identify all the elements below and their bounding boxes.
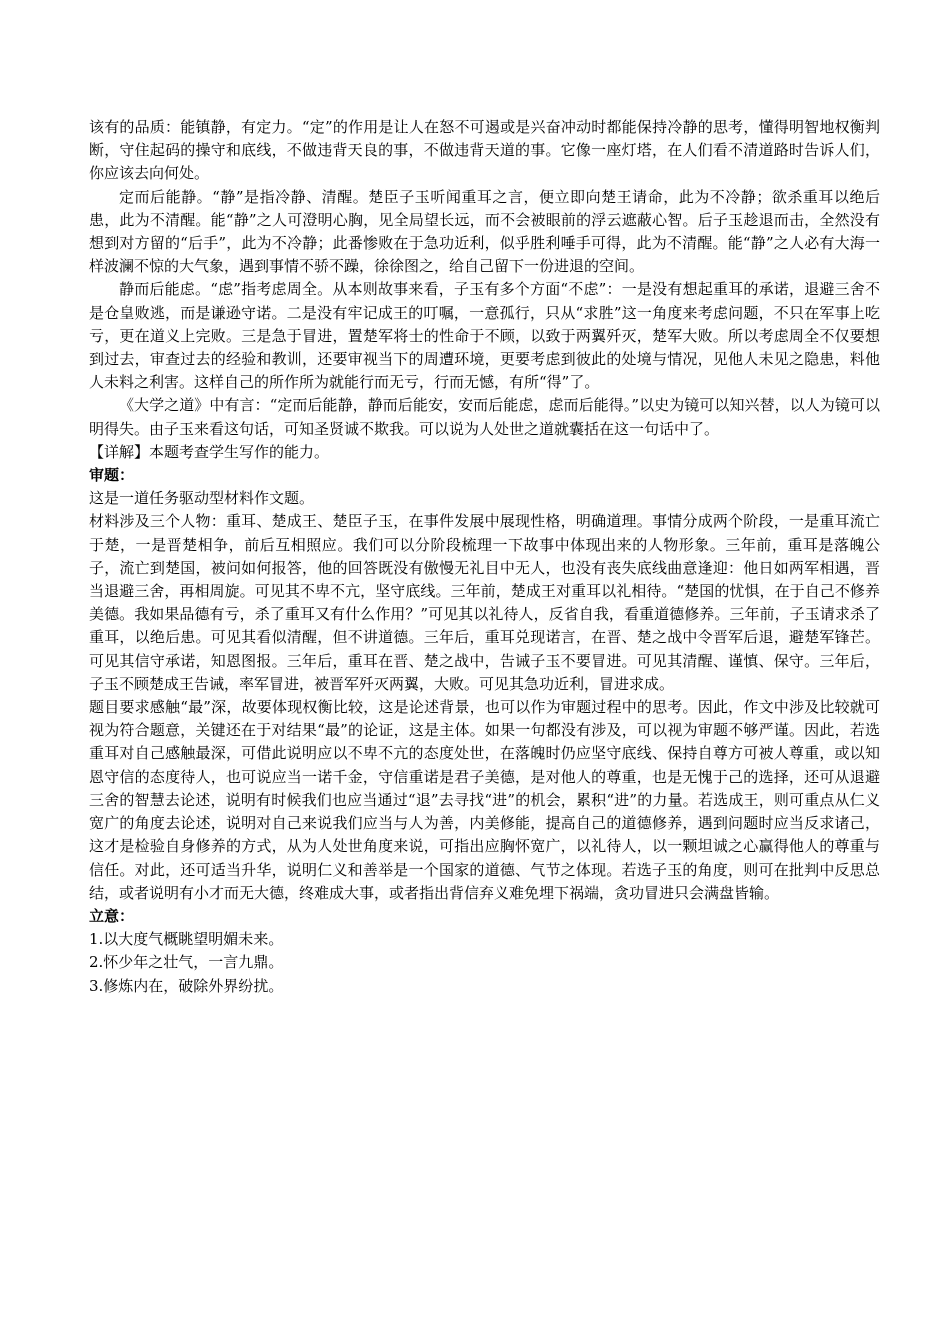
paragraph-requirement-analysis: 题目要求感触“最”深，故要体现权衡比较，这是论述背景，也可以作为审题过程中的思考。因此，作文中涉及比较就可视为符合题意，关键还在于对结果“最”的论证，这是主体。如果一句都没有涉及，可以视为审题不够严谨。因此，若选重耳对自己感触最深，可借此说明应以不卑不亢的态度处世，在落魄时仍应坚守底线、保持自尊方可被人尊重，或以知恩守信的态度待人，也可说应当一诺千金，守信重诺是君子美德，是对他人的尊重，也是无愧于己的选择，还可从退避三舍的智慧去论述，说明有时候我们也应当通过“退”去寻找“进”的机会，累积“进”的力量。若选成王，则可重点从仁义宽广的角度去论述，说明对自己来说我们应当与人为善，内美修能，提高自己的道德修养，遇到问题时应当反求诸己，这才是检验自身修养的方式，从为人处世角度来说，可指出应胸怀宽广，以礼待人，以一颗坦诚之心赢得他人的尊重与信任。对此，还可适当升华，说明仁义和善举是一个国家的道德、气节之体现。若选子玉的角度，则可在批判中反思总结，或者说明有小才而无大德，终难成大事，或者指出背信弃义难免埋下祸端，贪功冒进只会满盘皆输。: [89, 698, 880, 902]
paragraph-dingli: 该有的品质：能镇静，有定力。“定”的作用是让人在怒不可遏或是兴奋冲动时都能保持冷静的思考，懂得明智地权衡判断，守住起码的操守和底线，不做违背天良的事，不做违背天道的事。它像一座灯塔，在人们看不清道路时告诉人们，你应该去向何处。: [89, 118, 880, 183]
section-heading-shenti: 审题：: [89, 466, 135, 485]
thesis-item-3: 3.修炼内在，破除外界纷扰。: [89, 976, 284, 995]
section-heading-liyi: 立意：: [89, 906, 135, 925]
thesis-item-1: 1.以大度气概眺望明媚未来。: [89, 930, 284, 949]
paragraph-task-type: 这是一道任务驱动型材料作文题。: [89, 489, 315, 508]
detail-heading: 【详解】本题考查学生写作的能力。: [89, 442, 330, 461]
paragraph-jing-er-hou-neng-lv: 静而后能虑。“虑”指考虑周全。从本则故事来看，子玉有多个方面“不虑”：一是没有想起重耳的承诺，退避三舍不是仓皇败逃，而是谦逊守诺。二是没有牢记成王的叮嘱，一意孤行，只从“求胜”这一角度来考虑问题，不只在军事上吃亏，更在道义上完败。三是急于冒进，置楚军将士的性命于不顾，以致于两翼歼灭，楚军大败。所以考虑周全不仅要想到过去，审查过去的经验和教训，还要审视当下的周遭环境，更要考虑到彼此的处境与情况，见他人未见之隐患，料他人未料之利害。这样自己的所作所为就能行而无亏，行而无憾，有所“得”了。: [89, 280, 880, 392]
thesis-item-2: 2.怀少年之壮气，一言九鼎。: [89, 953, 284, 972]
paragraph-ding-er-hou-neng-jing: 定而后能静。“静”是指冷静、清醒。楚臣子玉听闻重耳之言，便立即向楚王请命，此为不冷静；欲杀重耳以绝后患，此为不清醒。能“静”之人可澄明心胸，见全局望长远，而不会被眼前的浮云遮蔽心智。后子玉趁退而击，全然没有想到对方留的“后手”，此为不冷静；此番惨败在于急功近利，似乎胜利唾手可得，此为不清醒。能“静”之人必有大海一样波澜不惊的大气象，遇到事情不骄不躁，徐徐图之，给自己留下一份进退的空间。: [89, 187, 880, 276]
paragraph-daxue-quote: 《大学之道》中有言：“定而后能静，静而后能安，安而后能虑，虑而后能得。”以史为镜可以知兴替，以人为镜可以明得失。由子玉来看这句话，可知圣贤诚不欺我。可以说为人处世之道就囊括在这一句话中了。: [89, 396, 880, 438]
paragraph-material-analysis: 材料涉及三个人物：重耳、楚成王、楚臣子玉，在事件发展中展现性格，明确道理。事情分成两个阶段，一是重耳流亡于楚，一是晋楚相争，前后互相照应。我们可以分阶段梳理一下故事中体现出来的人物形象。三年前，重耳是落魄公子，流亡到楚国，被问如何报答，他的回答既没有傲慢无礼目中无人，也没有丧失底线曲意逢迎：他日如两军相遇，晋当退避三舍，再相周旋。可见其不卑不亢，坚守底线。三年前，楚成王对重耳以礼相待。“楚国的忧惧，在于自己不修养美德。我如果品德有亏，杀了重耳又有什么作用？”可见其以礼待人，反省自我，看重道德修养。三年前，子玉请求杀了重耳，以绝后患。可见其看似清醒，但不讲道德。三年后，重耳兑现诺言，在晋、楚之战中令晋军后退，避楚军锋芒。可见其信守承诺，知恩图报。三年后，重耳在晋、楚之战中，告诫子玉不要冒进。可见其清醒、谨慎、保守。三年后，子玉不顾楚成王告诫，率军冒进，被晋军歼灭两翼，大败。可见其急功近利，冒进求成。: [89, 512, 880, 693]
